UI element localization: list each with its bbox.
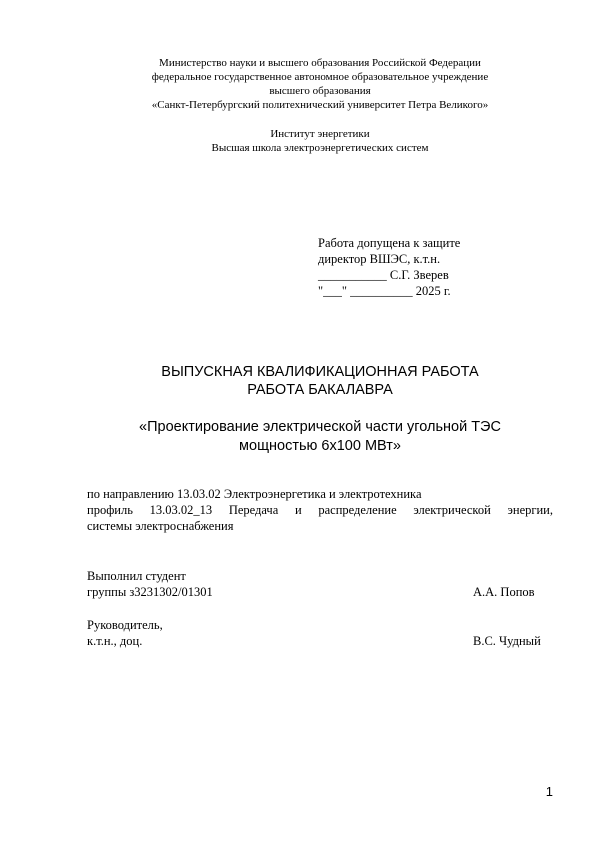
student-group: группы з3231302/01301 — [87, 585, 213, 599]
supervisor-name: В.С. Чудный — [473, 634, 541, 648]
profile-line-continued: системы электроснабжения — [87, 519, 234, 533]
study-direction — [87, 486, 553, 534]
thesis-topic — [0, 418, 595, 456]
ministry-line: Министерство науки и высшего образования Российской Федерации — [159, 57, 481, 69]
profile-line: профиль 13.03.02_13 Передача и распределение электрической энергии, — [87, 503, 553, 517]
supervisor-block — [87, 617, 553, 649]
student-block — [87, 568, 553, 600]
topic-line: мощностью 6х100 МВт» — [239, 438, 401, 454]
page-number: 1 — [545, 784, 553, 799]
supervisor-label: Руководитель, — [87, 618, 163, 632]
supervisor-degree: к.т.н., доц. — [87, 634, 143, 648]
approval-block — [318, 235, 460, 299]
student-name: А.А. Попов — [473, 585, 535, 599]
document-title — [0, 363, 595, 399]
school-name: Высшая школа электроэнергетических систем — [211, 142, 429, 154]
ministry-header — [0, 56, 595, 112]
ministry-line: высшего образования — [269, 85, 371, 97]
topic-line: «Проектирование электрической части угольной ТЭС — [139, 419, 501, 435]
approval-line: "___" __________ 2025 г. — [318, 284, 451, 298]
student-label: Выполнил студент — [87, 569, 186, 583]
approval-line: ___________ С.Г. Зверев — [318, 268, 449, 282]
institute-name: Институт энергетики — [270, 128, 370, 140]
title-line: РАБОТА БАКАЛАВРА — [247, 382, 393, 398]
ministry-line: «Санкт-Петербургский политехнический университет Петра Великого» — [151, 99, 489, 111]
approval-line: директор ВШЭС, к.т.н. — [318, 252, 441, 266]
approval-line: Работа допущена к защите — [318, 236, 461, 250]
institute-block — [0, 127, 595, 155]
ministry-line: федеральное государственное автономное образовательное учреждение — [151, 71, 489, 83]
direction-line: по направлению 13.03.02 Электроэнергетика и электротехника — [87, 487, 422, 501]
title-line: ВЫПУСКНАЯ КВАЛИФИКАЦИОННАЯ РАБОТА — [161, 364, 479, 380]
